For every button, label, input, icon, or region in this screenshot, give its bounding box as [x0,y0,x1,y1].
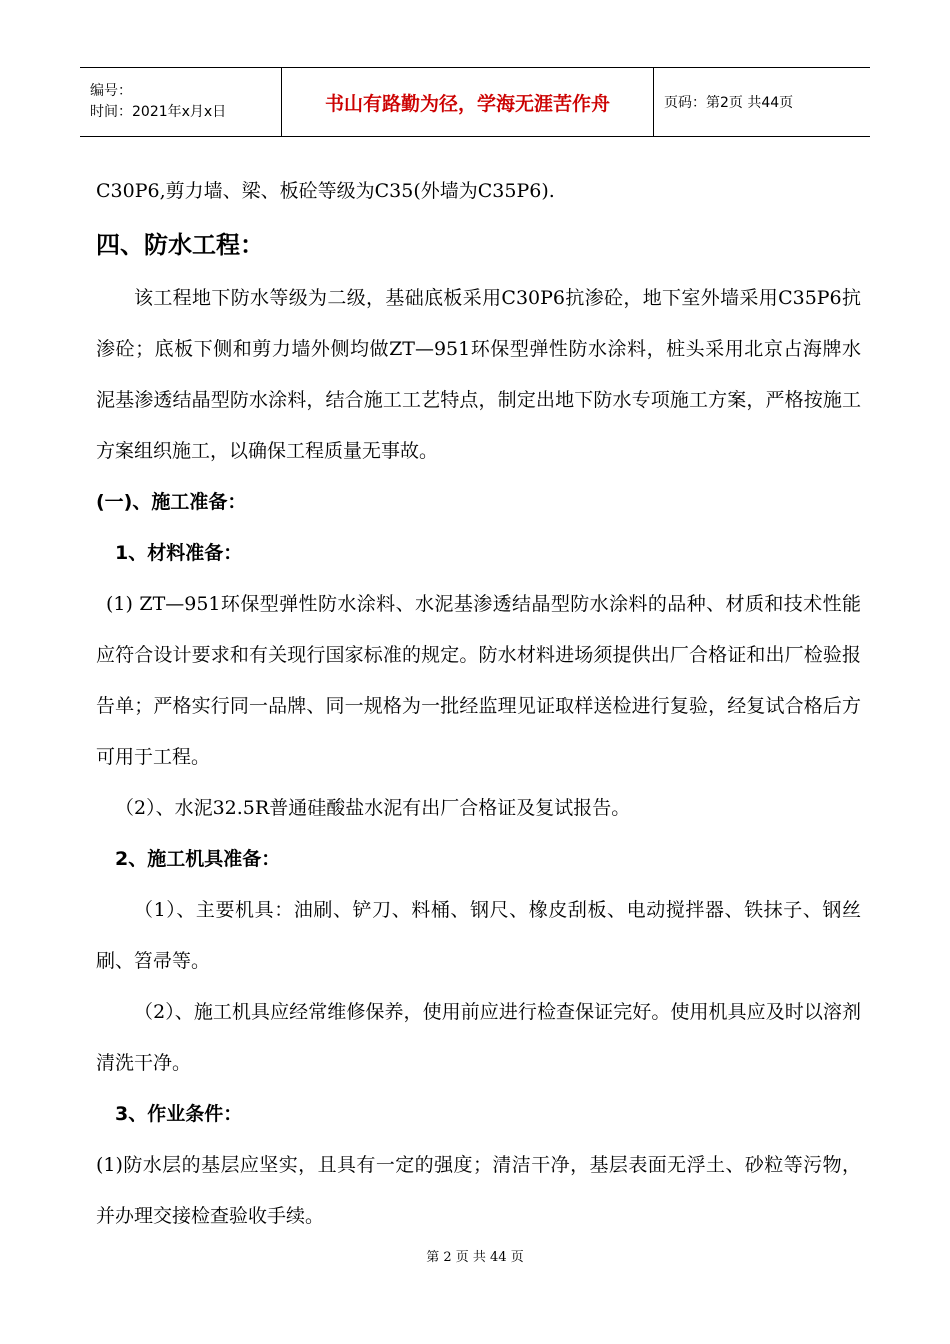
section-heading-waterproofing: 四、防水工程： [96,231,264,259]
page-footer: 第 2 页 共 44 页 [426,1250,524,1265]
document-header [80,67,870,137]
header-motto: 书山有路勤为径，学海无涯苦作舟 [282,68,654,136]
paragraph-conditions-1: (1)防水层的基层应坚实，且具有一定的强度；清洁干净，基层表面无浮土、砂粒等污物，并办理交接检查验收手续。 [96,1154,861,1227]
header-time: 时间：2021年x月x日 [90,104,227,120]
paragraph-material-2: （2）、水泥32.5R普通硅酸盐水泥有出厂合格证及复试报告。 [115,797,631,819]
header-page-info: 页码：第2页 共44页 [664,95,794,111]
document-body [96,166,861,1242]
header-number: 编号： [90,83,132,99]
paragraph-tools-1: （1）、主要机具：油刷、铲刀、料桶、钢尺、橡皮刮板、电动搅拌器、铁抹子、钢丝刷、笤帚等。 [96,899,861,972]
paragraph-material-1: (1) ZT—951环保型弹性防水涂料、水泥基渗透结晶型防水涂料的品种、材质和技术性能应符合设计要求和有关现行国家标准的规定。防水材料进场须提供出厂合格证和出厂检验报告单；严格实行同一品牌、同一规格为一批经监理见证取样送检进行复验，经复试合格后方可用于工程。 [96,593,861,768]
heading-tools-preparation: 2、施工机具准备： [115,848,281,870]
paragraph-waterproofing-overview: 该工程地下防水等级为二级，基础底板采用C30P6抗渗砼，地下室外墙采用C35P6抗渗砼；底板下侧和剪力墙外侧均做ZT—951环保型弹性防水涂料，桩头采用北京占海牌水泥基渗透结晶型防水涂料，结合施工工艺特点，制定出地下防水专项施工方案，严格按施工方案组织施工，以确保工程质量无事故。 [96,287,861,462]
paragraph-concrete-grade: C30P6,剪力墙、梁、板砼等级为C35(外墙为C35P6). [96,180,555,202]
heading-construction-preparation: (一)、施工准备： [96,491,247,513]
heading-work-conditions: 3、作业条件： [115,1103,243,1125]
paragraph-tools-2: （2）、施工机具应经常维修保养，使用前应进行检查保证完好。使用机具应及时以溶剂清洗干净。 [96,1001,861,1074]
header-meta [80,68,282,136]
heading-material-preparation: 1、材料准备： [115,542,243,564]
